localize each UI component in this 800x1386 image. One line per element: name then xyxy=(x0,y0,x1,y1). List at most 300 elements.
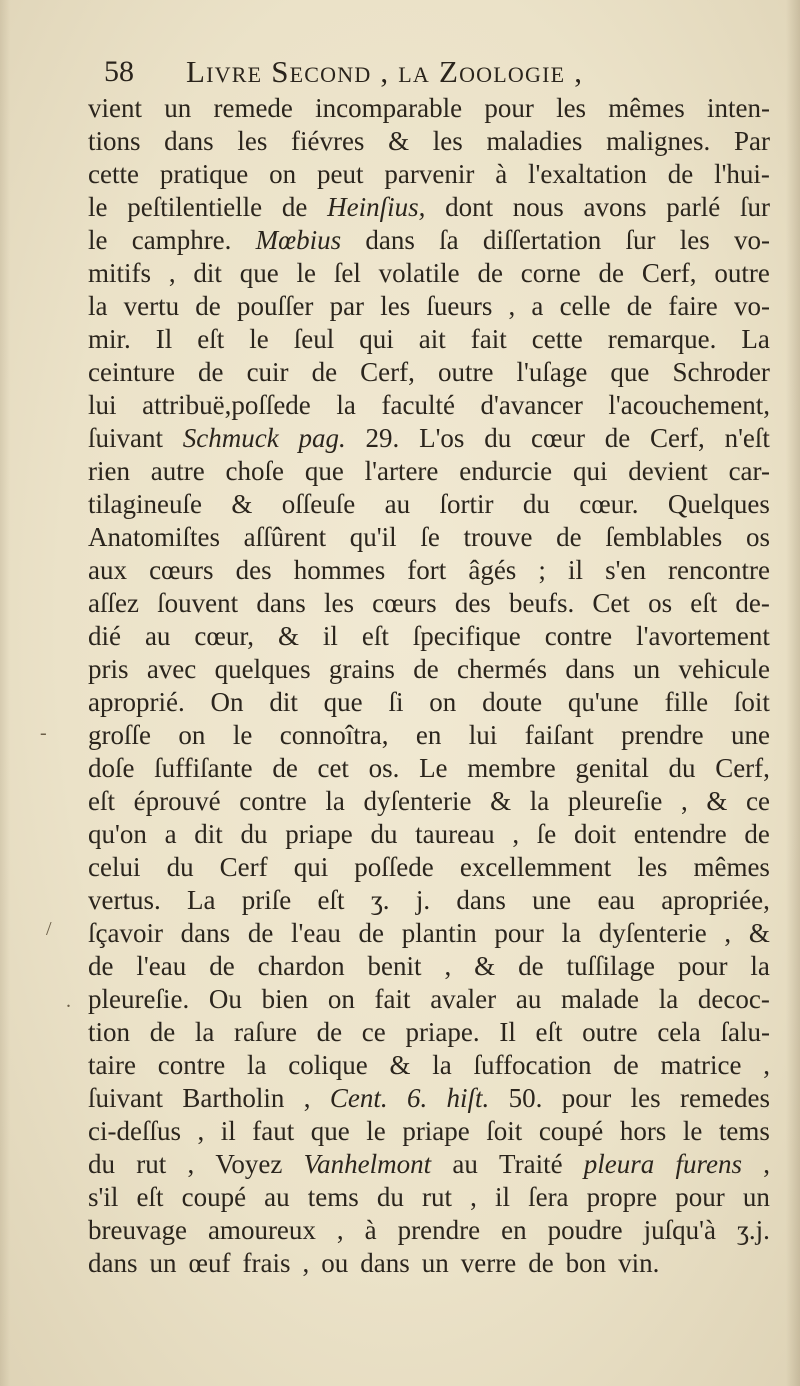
text-line xyxy=(88,686,770,719)
text-word: & xyxy=(277,621,299,651)
text-word: ʒ. xyxy=(370,885,390,915)
text-word: l'acouchement, xyxy=(608,390,770,420)
text-word: choſe xyxy=(225,456,285,486)
text-word: faire xyxy=(668,291,718,321)
text-word: mêmes xyxy=(608,93,685,123)
text-word: que xyxy=(610,357,650,387)
page-gutter-shadow xyxy=(0,0,10,1386)
text-word: Cent. xyxy=(329,1083,388,1113)
text-word: Mœbius xyxy=(255,225,342,255)
text-word: ci-deſſus xyxy=(88,1116,181,1146)
text-line xyxy=(88,620,770,653)
text-word: de xyxy=(247,918,274,948)
text-word: incomparable xyxy=(315,93,463,123)
text-word: s'il xyxy=(88,1182,119,1212)
text-word: au xyxy=(515,984,542,1014)
text-word: dans xyxy=(360,1248,410,1278)
text-word: coupé xyxy=(181,1182,247,1212)
text-word: pleureſie. xyxy=(88,984,190,1014)
text-word: ſera xyxy=(528,1182,569,1212)
text-word: que xyxy=(310,1116,350,1146)
text-word: , xyxy=(763,1050,770,1080)
text-line xyxy=(88,158,770,191)
text-word: des xyxy=(235,555,272,585)
text-word: , xyxy=(763,1149,770,1179)
text-word: rut xyxy=(421,1182,452,1212)
text-word: la xyxy=(325,786,345,816)
text-word: tuſſilage xyxy=(566,951,656,981)
text-word: vertus. xyxy=(88,885,161,915)
text-word: hommes xyxy=(293,555,386,585)
text-word: eſt xyxy=(361,621,389,651)
text-word: tions xyxy=(88,126,141,156)
text-word: de xyxy=(358,918,385,948)
text-word: de xyxy=(272,753,298,783)
text-word: doſe xyxy=(88,753,135,783)
text-line xyxy=(88,851,770,884)
text-word: du xyxy=(88,1149,115,1179)
text-word: vertu xyxy=(123,291,180,321)
text-word: 29. xyxy=(365,423,400,453)
text-word: maladies xyxy=(486,126,583,156)
text-word: ſouvent xyxy=(157,588,239,618)
text-word: les xyxy=(432,126,463,156)
text-word: on xyxy=(429,687,457,717)
text-word: pour xyxy=(561,1083,612,1113)
text-word: rencontre xyxy=(668,555,770,585)
text-word: eſt xyxy=(690,588,718,618)
text-word: pour xyxy=(484,93,534,123)
text-word: qu'on xyxy=(88,819,147,849)
text-word: coupé xyxy=(538,1116,604,1146)
text-line xyxy=(88,323,770,356)
text-word: qui xyxy=(293,852,329,882)
text-word: furens xyxy=(675,1149,742,1179)
text-word: La xyxy=(187,885,216,915)
text-word: ſe xyxy=(420,522,440,552)
text-word: dans xyxy=(88,1248,138,1278)
text-line xyxy=(88,1148,770,1181)
margin-mark: ‐ xyxy=(40,722,47,744)
text-line xyxy=(88,488,770,521)
text-word: une xyxy=(731,720,770,750)
text-line xyxy=(88,290,770,323)
text-word: de xyxy=(198,357,224,387)
text-line xyxy=(88,389,770,422)
text-line xyxy=(88,224,770,257)
text-word: dit xyxy=(193,258,222,288)
text-word: Cerf, xyxy=(360,357,415,387)
text-word: camphre. xyxy=(131,225,232,255)
text-word: de xyxy=(88,951,114,981)
text-word: il xyxy=(568,555,584,585)
text-word: , xyxy=(197,1116,205,1146)
text-word: Cet xyxy=(592,588,630,618)
text-word: on xyxy=(269,159,297,189)
text-word: fait xyxy=(374,984,411,1014)
text-word: cœur. xyxy=(579,489,639,519)
text-word: l'avortement xyxy=(636,621,770,651)
text-word: ſe xyxy=(536,819,557,849)
text-word: le xyxy=(249,324,269,354)
text-word: pleureſie xyxy=(567,786,663,816)
text-word: & xyxy=(231,489,253,519)
text-word: priape xyxy=(285,819,353,849)
text-word: juſqu'à xyxy=(643,1215,716,1245)
text-word: L'os xyxy=(419,423,465,453)
text-word: Le xyxy=(419,753,448,783)
text-word: malignes. xyxy=(606,126,711,156)
text-word: chardon xyxy=(257,951,345,981)
text-word: Anatomiſtes xyxy=(88,522,220,552)
text-word: & xyxy=(389,1050,411,1080)
text-line xyxy=(88,455,770,488)
text-word: fille xyxy=(664,687,709,717)
text-word: pris xyxy=(88,654,129,684)
text-line xyxy=(88,917,770,950)
text-word: l'eau xyxy=(291,918,341,948)
text-word: Cerf, xyxy=(715,753,770,783)
text-line xyxy=(88,521,770,554)
text-word: avaler xyxy=(430,984,497,1014)
text-word: de xyxy=(195,291,221,321)
text-line xyxy=(88,191,770,224)
text-word: ce xyxy=(361,1017,386,1047)
text-word: du xyxy=(240,819,268,849)
text-word: au xyxy=(384,489,411,519)
text-word: pratique xyxy=(159,159,249,189)
text-word: dit xyxy=(194,819,223,849)
text-word: ſuffiſante xyxy=(154,753,253,783)
text-word: , xyxy=(470,1182,477,1212)
text-word: peut xyxy=(317,159,364,189)
text-word: diſſertation xyxy=(482,225,602,255)
text-word: ſi xyxy=(388,687,404,717)
text-word: par xyxy=(329,291,365,321)
text-word: un xyxy=(421,1248,449,1278)
text-word: pleura xyxy=(583,1149,655,1179)
text-word: cette xyxy=(531,324,583,354)
text-word: de xyxy=(316,1017,343,1047)
text-word: du xyxy=(484,423,512,453)
text-word: de xyxy=(149,1017,176,1047)
text-word: l'uſage xyxy=(516,357,588,387)
text-word: l'artere xyxy=(364,456,439,486)
text-word: ou xyxy=(321,1248,349,1278)
text-word: , xyxy=(444,951,452,981)
text-word: les xyxy=(380,291,411,321)
text-word: volatile xyxy=(378,258,460,288)
text-line xyxy=(88,554,770,587)
text-word: que xyxy=(323,687,363,717)
text-word: de xyxy=(209,951,235,981)
text-word: endurcie xyxy=(459,456,553,486)
text-word: qu'une xyxy=(567,687,639,717)
text-word: Heinſius, xyxy=(327,192,426,222)
text-word: au xyxy=(452,1149,478,1179)
text-word: excellemment xyxy=(459,852,612,882)
text-word: s'en xyxy=(605,555,646,585)
text-word: tems xyxy=(307,1182,359,1212)
text-word: la xyxy=(88,291,108,321)
text-word: de xyxy=(744,819,770,849)
text-word: ſa xyxy=(439,225,459,255)
text-word: Schroder xyxy=(672,357,770,387)
text-word: aux xyxy=(88,555,127,585)
text-word: grains xyxy=(328,654,395,684)
text-line xyxy=(88,1115,770,1148)
margin-mark: . xyxy=(66,990,71,1012)
text-word: bien xyxy=(261,984,309,1014)
text-word: ſpecifique xyxy=(412,621,521,651)
text-word: de xyxy=(667,159,694,189)
text-word: un xyxy=(742,1182,770,1212)
text-word: dans xyxy=(256,588,306,618)
text-word: connoîtra, xyxy=(279,720,389,750)
text-line xyxy=(88,818,770,851)
page-number: 58 xyxy=(104,55,134,88)
text-line xyxy=(88,92,770,125)
text-word: , xyxy=(508,291,516,321)
text-word: prendre xyxy=(397,1215,481,1245)
text-word: outre xyxy=(582,1017,638,1047)
text-line xyxy=(88,1016,770,1049)
text-word: avons xyxy=(583,192,647,222)
text-word: cœurs xyxy=(372,588,437,618)
text-word: de xyxy=(598,258,624,288)
text-word: que xyxy=(239,258,279,288)
text-line xyxy=(88,1214,770,1247)
text-word: Vanhelmont xyxy=(303,1149,432,1179)
text-word: hiſt. xyxy=(446,1083,490,1113)
page-header xyxy=(100,52,700,96)
text-word: dié xyxy=(88,621,121,651)
text-word: de xyxy=(613,1050,639,1080)
text-word: La xyxy=(741,324,770,354)
text-word: remarque. xyxy=(607,324,717,354)
text-word: os xyxy=(648,588,673,618)
text-word: ʒ.j. xyxy=(736,1215,770,1245)
text-word: aproprié. xyxy=(88,687,185,717)
text-word: ſur xyxy=(739,192,770,222)
running-head: Livre Second , la Zoologie , xyxy=(186,54,584,89)
text-word: ait xyxy=(418,324,446,354)
text-word: & xyxy=(490,786,512,816)
text-word: , xyxy=(680,786,688,816)
text-word: fiévres xyxy=(290,126,365,156)
text-line xyxy=(88,983,770,1016)
text-word: colique xyxy=(288,1050,368,1080)
text-word: chermés xyxy=(457,654,547,684)
text-word: des xyxy=(454,588,491,618)
text-word: contre xyxy=(239,786,307,816)
text-word: & xyxy=(474,951,496,981)
text-word: à xyxy=(364,1215,377,1245)
text-word: dans xyxy=(565,654,615,684)
text-word: ce xyxy=(746,786,770,816)
text-word: groſſe xyxy=(88,720,151,750)
text-word: rut xyxy=(136,1149,167,1179)
text-word: priape. xyxy=(405,1017,480,1047)
text-word: ſueurs xyxy=(426,291,493,321)
body-text xyxy=(88,92,770,1280)
text-word: taureau xyxy=(415,819,495,849)
text-word: une xyxy=(532,885,572,915)
text-word: ſalu- xyxy=(720,1017,770,1047)
text-word: tems xyxy=(718,1116,770,1146)
text-word: éprouvé xyxy=(133,786,221,816)
text-word: matrice xyxy=(660,1050,742,1080)
text-word: la xyxy=(529,786,550,816)
text-word: Cerf xyxy=(219,852,268,882)
text-word: cuir xyxy=(246,357,289,387)
text-word: 50. xyxy=(508,1083,543,1113)
text-word: cela xyxy=(657,1017,701,1047)
text-line xyxy=(88,950,770,983)
text-word: vehicule xyxy=(678,654,770,684)
text-word: du xyxy=(668,753,696,783)
text-word: Voyez xyxy=(215,1149,283,1179)
text-word: & xyxy=(388,126,410,156)
text-word: faut xyxy=(252,1116,295,1146)
text-word: de xyxy=(528,1248,554,1278)
text-word: de xyxy=(604,423,631,453)
text-word: cœurs xyxy=(149,555,214,585)
text-word: lui xyxy=(468,720,498,750)
text-word: , xyxy=(302,1248,310,1278)
text-word: ſoit xyxy=(733,687,770,717)
text-word: le xyxy=(88,225,108,255)
text-word: un xyxy=(149,1248,177,1278)
text-word: ſel xyxy=(333,258,361,288)
text-word: du xyxy=(370,819,398,849)
text-word: prendre xyxy=(621,720,704,750)
text-word: dit xyxy=(269,687,298,717)
text-word: lui xyxy=(88,390,117,420)
text-word: trouve xyxy=(463,522,533,552)
text-word: les xyxy=(556,93,587,123)
text-word: , xyxy=(187,1149,195,1179)
text-word: il xyxy=(220,1116,236,1146)
text-word: bon xyxy=(565,1248,607,1278)
text-word: ſuffocation xyxy=(473,1050,592,1080)
text-word: genital xyxy=(575,753,649,783)
text-word: corne xyxy=(520,258,581,288)
text-word: qui xyxy=(359,324,394,354)
text-word: peſtilentielle xyxy=(127,192,263,222)
text-word: ceinture xyxy=(88,357,175,387)
text-word: plantin xyxy=(401,918,477,948)
text-word: vient xyxy=(88,93,142,123)
text-word: malade xyxy=(561,984,640,1014)
text-word: la xyxy=(336,390,356,420)
text-word: Quelques xyxy=(667,489,770,519)
text-word: de xyxy=(556,522,582,552)
text-word: eſt xyxy=(136,1182,164,1212)
text-word: cette xyxy=(88,159,139,189)
text-word: benit xyxy=(367,951,422,981)
text-line xyxy=(88,884,770,917)
text-word: ſortir xyxy=(439,489,494,519)
text-word: attribuë,poſſede xyxy=(142,390,311,420)
text-word: de xyxy=(281,192,308,222)
text-word: decoc- xyxy=(697,984,770,1014)
text-word: le xyxy=(296,258,317,288)
text-word: la xyxy=(561,918,582,948)
text-word: verre xyxy=(460,1248,517,1278)
text-word: fait xyxy=(470,324,507,354)
text-word: , xyxy=(512,819,520,849)
text-word: eau xyxy=(597,885,635,915)
text-word: ; xyxy=(538,555,546,585)
text-word: vo- xyxy=(733,225,770,255)
text-word: ſoit xyxy=(486,1116,523,1146)
text-word: on xyxy=(327,984,355,1014)
text-word: membre xyxy=(467,753,556,783)
text-word: celui xyxy=(88,852,141,882)
text-word: l'hui- xyxy=(714,159,770,189)
text-word: pouſſer xyxy=(236,291,314,321)
text-word: outre xyxy=(714,258,770,288)
text-word: de- xyxy=(735,588,770,618)
text-word: vo- xyxy=(733,291,770,321)
text-word: taire xyxy=(88,1050,136,1080)
text-word: fort xyxy=(407,555,447,585)
text-word: du xyxy=(522,489,550,519)
text-word: nous xyxy=(512,192,564,222)
text-word: , xyxy=(303,1083,311,1113)
text-word: Schmuck xyxy=(182,423,279,453)
text-word: Bartholin xyxy=(182,1083,285,1113)
text-word: les xyxy=(237,126,268,156)
text-word: , xyxy=(724,918,732,948)
text-line xyxy=(88,422,770,455)
text-word: il xyxy=(322,621,338,651)
text-word: un xyxy=(164,93,192,123)
text-word: poudre xyxy=(547,1215,623,1245)
text-word: pour xyxy=(675,1182,725,1212)
text-word: parlé xyxy=(666,192,721,222)
text-word: dans xyxy=(456,885,506,915)
text-word: dans xyxy=(180,918,231,948)
text-word: ſemblables xyxy=(605,522,723,552)
text-word: aſſez xyxy=(88,588,139,618)
text-word: cœur xyxy=(531,423,585,453)
text-word: Cerf, xyxy=(650,423,705,453)
text-word: parvenir xyxy=(384,159,475,189)
text-word: ſeul xyxy=(293,324,335,354)
text-word: pour xyxy=(677,951,728,981)
text-word: eſt xyxy=(88,786,115,816)
page-edge-shadow xyxy=(786,0,800,1386)
text-word: eſt xyxy=(197,324,225,354)
text-word: la xyxy=(432,1050,452,1080)
text-line xyxy=(88,356,770,389)
text-word: le xyxy=(232,720,253,750)
text-word: priape xyxy=(402,1116,470,1146)
text-word: , xyxy=(168,258,176,288)
text-word: du xyxy=(166,852,194,882)
text-word: doit xyxy=(574,819,617,849)
text-word: Traité xyxy=(499,1149,563,1179)
text-line xyxy=(88,719,770,752)
margin-mark: / xyxy=(46,918,52,940)
text-word: a xyxy=(164,819,177,849)
text-word: breuvage xyxy=(88,1215,187,1245)
text-word: mitifs xyxy=(88,258,152,288)
text-word: âgés xyxy=(468,555,517,585)
text-word: contre xyxy=(157,1050,226,1080)
